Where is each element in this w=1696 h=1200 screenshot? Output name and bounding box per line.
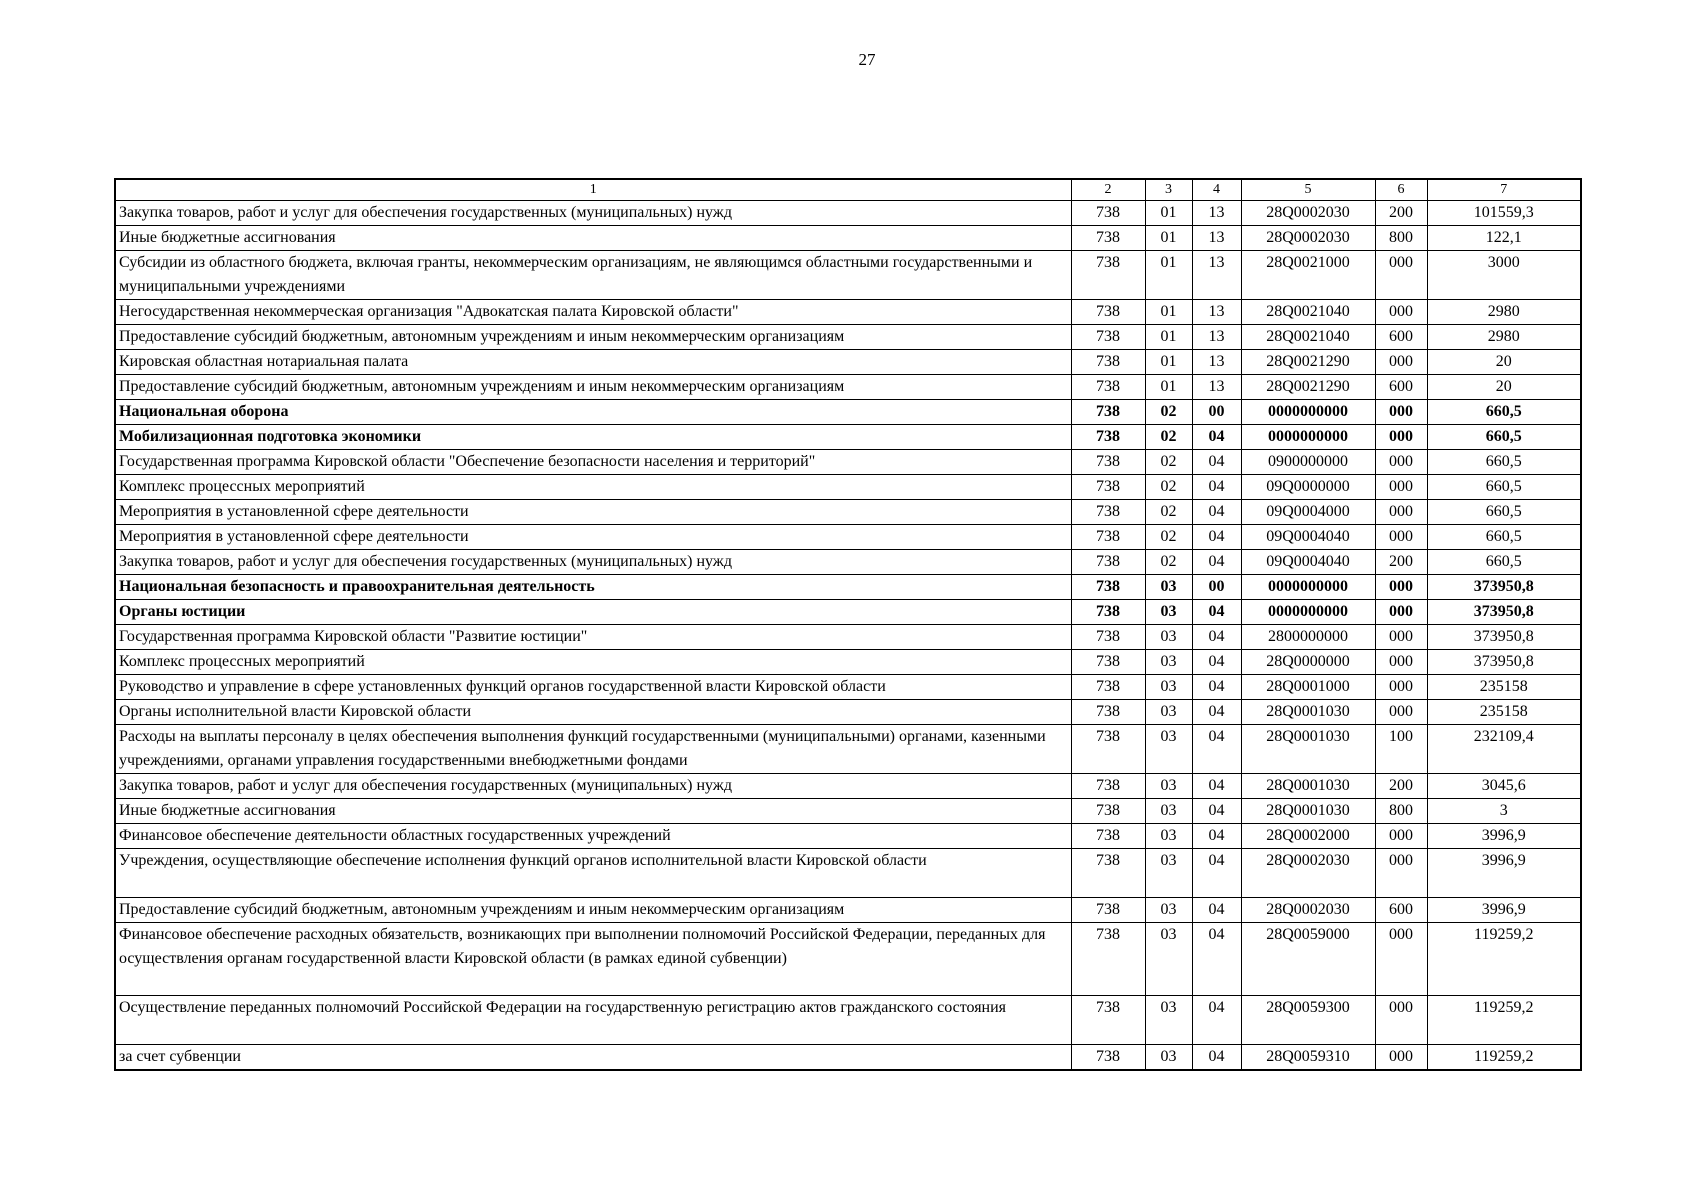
row-target-article-cell: 28Q0001030 [1241, 725, 1375, 774]
row-section-cell: 02 [1145, 400, 1192, 425]
row-expense-type-cell: 800 [1375, 226, 1427, 251]
table-row [115, 251, 1581, 300]
row-target-article-cell: 28Q0059000 [1241, 923, 1375, 996]
row-name-cell: Иные бюджетные ассигнования [115, 226, 1071, 251]
row-name-cell: Руководство и управление в сфере установленных функций органов государственной власти Кировской области [115, 675, 1071, 700]
row-amount-cell: 660,5 [1427, 500, 1581, 525]
row-target-article-cell: 28Q0059300 [1241, 996, 1375, 1045]
row-name-cell: Учреждения, осуществляющие обеспечение исполнения функций органов исполнительной власти Кировской области [115, 849, 1071, 898]
row-amount-cell: 20 [1427, 350, 1581, 375]
table-row [115, 650, 1581, 675]
row-section-cell: 03 [1145, 625, 1192, 650]
row-subsection-cell: 13 [1192, 251, 1241, 300]
row-section-cell: 03 [1145, 1045, 1192, 1071]
table-row [115, 849, 1581, 898]
table-row [115, 350, 1581, 375]
row-target-article-cell: 0000000000 [1241, 600, 1375, 625]
row-target-article-cell: 28Q0001030 [1241, 700, 1375, 725]
column-header-3: 3 [1145, 179, 1192, 201]
row-subsection-cell: 04 [1192, 824, 1241, 849]
table-row [115, 550, 1581, 575]
row-code-cell: 738 [1071, 550, 1145, 575]
row-name-cell: Национальная оборона [115, 400, 1071, 425]
row-section-cell: 02 [1145, 450, 1192, 475]
row-expense-type-cell: 000 [1375, 625, 1427, 650]
row-subsection-cell: 04 [1192, 600, 1241, 625]
row-amount-cell: 660,5 [1427, 450, 1581, 475]
row-target-article-cell: 28Q0002030 [1241, 898, 1375, 923]
column-header-5: 5 [1241, 179, 1375, 201]
row-expense-type-cell: 000 [1375, 251, 1427, 300]
row-target-article-cell: 09Q0004040 [1241, 525, 1375, 550]
table-row [115, 799, 1581, 824]
row-amount-cell: 20 [1427, 375, 1581, 400]
row-name-cell: Закупка товаров, работ и услуг для обеспечения государственных (муниципальных) нужд [115, 550, 1071, 575]
table-row [115, 525, 1581, 550]
row-expense-type-cell: 000 [1375, 575, 1427, 600]
row-amount-cell: 101559,3 [1427, 201, 1581, 226]
row-section-cell: 03 [1145, 799, 1192, 824]
row-expense-type-cell: 000 [1375, 824, 1427, 849]
row-name-cell: Государственная программа Кировской области "Обеспечение безопасности населения и территорий" [115, 450, 1071, 475]
row-name-cell: Расходы на выплаты персоналу в целях обеспечения выполнения функций государственными (муниципальными) органами, казенными учреждениями, органами управления государственными внебюджетными фондами [115, 725, 1071, 774]
row-target-article-cell: 28Q0021000 [1241, 251, 1375, 300]
row-amount-cell: 373950,8 [1427, 650, 1581, 675]
row-target-article-cell: 28Q0021290 [1241, 350, 1375, 375]
row-amount-cell: 232109,4 [1427, 725, 1581, 774]
row-expense-type-cell: 600 [1375, 375, 1427, 400]
row-section-cell: 03 [1145, 849, 1192, 898]
row-code-cell: 738 [1071, 251, 1145, 300]
row-expense-type-cell: 000 [1375, 600, 1427, 625]
row-target-article-cell: 28Q0001030 [1241, 774, 1375, 799]
row-subsection-cell: 04 [1192, 1045, 1241, 1071]
row-section-cell: 03 [1145, 600, 1192, 625]
row-subsection-cell: 04 [1192, 849, 1241, 898]
row-subsection-cell: 04 [1192, 774, 1241, 799]
row-section-cell: 02 [1145, 525, 1192, 550]
row-subsection-cell: 04 [1192, 799, 1241, 824]
table-row [115, 725, 1581, 774]
row-amount-cell: 660,5 [1427, 525, 1581, 550]
row-name-cell: Органы исполнительной власти Кировской области [115, 700, 1071, 725]
table-row [115, 375, 1581, 400]
row-code-cell: 738 [1071, 725, 1145, 774]
row-name-cell: Комплекс процессных мероприятий [115, 475, 1071, 500]
row-code-cell: 738 [1071, 824, 1145, 849]
row-expense-type-cell: 000 [1375, 849, 1427, 898]
row-amount-cell: 660,5 [1427, 550, 1581, 575]
row-name-cell: Государственная программа Кировской области "Развитие юстиции" [115, 625, 1071, 650]
row-code-cell: 738 [1071, 849, 1145, 898]
row-code-cell: 738 [1071, 226, 1145, 251]
row-code-cell: 738 [1071, 450, 1145, 475]
row-expense-type-cell: 000 [1375, 700, 1427, 725]
row-code-cell: 738 [1071, 700, 1145, 725]
row-target-article-cell: 09Q0004040 [1241, 550, 1375, 575]
row-amount-cell: 660,5 [1427, 475, 1581, 500]
row-subsection-cell: 04 [1192, 525, 1241, 550]
row-expense-type-cell: 000 [1375, 923, 1427, 996]
row-name-cell: Субсидии из областного бюджета, включая гранты, некоммерческим организациям, не являющимся областными государственными и муниципальными учреждениями [115, 251, 1071, 300]
table-row [115, 898, 1581, 923]
row-code-cell: 738 [1071, 923, 1145, 996]
row-section-cell: 01 [1145, 226, 1192, 251]
row-expense-type-cell: 200 [1375, 201, 1427, 226]
row-subsection-cell: 04 [1192, 650, 1241, 675]
table-row [115, 425, 1581, 450]
row-section-cell: 02 [1145, 475, 1192, 500]
row-target-article-cell: 0000000000 [1241, 400, 1375, 425]
row-amount-cell: 3996,9 [1427, 898, 1581, 923]
table-row [115, 675, 1581, 700]
row-expense-type-cell: 800 [1375, 799, 1427, 824]
row-subsection-cell: 13 [1192, 201, 1241, 226]
row-target-article-cell: 28Q0002030 [1241, 201, 1375, 226]
table-row [115, 226, 1581, 251]
row-code-cell: 738 [1071, 898, 1145, 923]
row-subsection-cell: 00 [1192, 400, 1241, 425]
row-target-article-cell: 0000000000 [1241, 425, 1375, 450]
row-target-article-cell: 09Q0000000 [1241, 475, 1375, 500]
table-row [115, 400, 1581, 425]
row-target-article-cell: 0000000000 [1241, 575, 1375, 600]
row-amount-cell: 119259,2 [1427, 923, 1581, 996]
row-name-cell: Закупка товаров, работ и услуг для обеспечения государственных (муниципальных) нужд [115, 774, 1071, 799]
row-target-article-cell: 09Q0004000 [1241, 500, 1375, 525]
row-section-cell: 03 [1145, 898, 1192, 923]
table-row [115, 700, 1581, 725]
row-section-cell: 01 [1145, 251, 1192, 300]
row-target-article-cell: 2800000000 [1241, 625, 1375, 650]
row-amount-cell: 235158 [1427, 700, 1581, 725]
row-subsection-cell: 04 [1192, 475, 1241, 500]
row-name-cell: Иные бюджетные ассигнования [115, 799, 1071, 824]
row-code-cell: 738 [1071, 625, 1145, 650]
row-amount-cell: 3000 [1427, 251, 1581, 300]
column-header-2: 2 [1071, 179, 1145, 201]
table-row [115, 201, 1581, 226]
row-target-article-cell: 0900000000 [1241, 450, 1375, 475]
row-expense-type-cell: 000 [1375, 1045, 1427, 1071]
row-subsection-cell: 13 [1192, 300, 1241, 325]
column-header-7: 7 [1427, 179, 1581, 201]
row-amount-cell: 373950,8 [1427, 575, 1581, 600]
row-code-cell: 738 [1071, 575, 1145, 600]
row-expense-type-cell: 100 [1375, 725, 1427, 774]
table-row [115, 575, 1581, 600]
row-name-cell: Предоставление субсидий бюджетным, автономным учреждениям и иным некоммерческим организациям [115, 325, 1071, 350]
row-subsection-cell: 04 [1192, 550, 1241, 575]
row-expense-type-cell: 000 [1375, 650, 1427, 675]
table-row [115, 996, 1581, 1045]
row-expense-type-cell: 000 [1375, 425, 1427, 450]
row-subsection-cell: 04 [1192, 700, 1241, 725]
row-name-cell: Мероприятия в установленной сфере деятельности [115, 500, 1071, 525]
row-section-cell: 03 [1145, 923, 1192, 996]
row-section-cell: 03 [1145, 575, 1192, 600]
row-code-cell: 738 [1071, 300, 1145, 325]
table-row [115, 500, 1581, 525]
row-subsection-cell: 13 [1192, 325, 1241, 350]
row-expense-type-cell: 000 [1375, 400, 1427, 425]
row-subsection-cell: 04 [1192, 625, 1241, 650]
row-subsection-cell: 04 [1192, 425, 1241, 450]
table-row [115, 475, 1581, 500]
column-header-1: 1 [115, 179, 1071, 201]
row-expense-type-cell: 000 [1375, 350, 1427, 375]
table-row [115, 450, 1581, 475]
row-amount-cell: 373950,8 [1427, 625, 1581, 650]
row-amount-cell: 660,5 [1427, 425, 1581, 450]
row-amount-cell: 119259,2 [1427, 996, 1581, 1045]
row-code-cell: 738 [1071, 799, 1145, 824]
row-section-cell: 01 [1145, 300, 1192, 325]
row-code-cell: 738 [1071, 400, 1145, 425]
row-section-cell: 01 [1145, 350, 1192, 375]
row-subsection-cell: 04 [1192, 923, 1241, 996]
row-section-cell: 02 [1145, 500, 1192, 525]
row-section-cell: 03 [1145, 824, 1192, 849]
row-name-cell: Осуществление переданных полномочий Российской Федерации на государственную регистрацию актов гражданского состояния [115, 996, 1071, 1045]
row-subsection-cell: 13 [1192, 226, 1241, 251]
table-row [115, 625, 1581, 650]
row-code-cell: 738 [1071, 201, 1145, 226]
row-amount-cell: 2980 [1427, 300, 1581, 325]
row-subsection-cell: 04 [1192, 450, 1241, 475]
row-code-cell: 738 [1071, 675, 1145, 700]
row-code-cell: 738 [1071, 600, 1145, 625]
row-expense-type-cell: 000 [1375, 500, 1427, 525]
row-expense-type-cell: 200 [1375, 550, 1427, 575]
table-header-row [115, 179, 1581, 201]
row-expense-type-cell: 000 [1375, 996, 1427, 1045]
row-section-cell: 01 [1145, 325, 1192, 350]
row-name-cell: Финансовое обеспечение деятельности областных государственных учреждений [115, 824, 1071, 849]
row-subsection-cell: 04 [1192, 500, 1241, 525]
row-amount-cell: 2980 [1427, 325, 1581, 350]
row-name-cell: за счет субвенции [115, 1045, 1071, 1071]
page-number: 27 [858, 50, 876, 69]
row-name-cell: Предоставление субсидий бюджетным, автономным учреждениям и иным некоммерческим организациям [115, 375, 1071, 400]
row-name-cell: Комплекс процессных мероприятий [115, 650, 1071, 675]
row-expense-type-cell: 000 [1375, 450, 1427, 475]
row-expense-type-cell: 600 [1375, 898, 1427, 923]
row-amount-cell: 660,5 [1427, 400, 1581, 425]
row-amount-cell: 373950,8 [1427, 600, 1581, 625]
row-code-cell: 738 [1071, 1045, 1145, 1071]
table-row [115, 300, 1581, 325]
row-amount-cell: 235158 [1427, 675, 1581, 700]
row-name-cell: Негосударственная некоммерческая организация "Адвокатская палата Кировской области" [115, 300, 1071, 325]
row-name-cell: Мобилизационная подготовка экономики [115, 425, 1071, 450]
table-row [115, 325, 1581, 350]
row-target-article-cell: 28Q0000000 [1241, 650, 1375, 675]
row-subsection-cell: 04 [1192, 996, 1241, 1045]
table-row [115, 774, 1581, 799]
row-target-article-cell: 28Q0021040 [1241, 325, 1375, 350]
row-expense-type-cell: 200 [1375, 774, 1427, 799]
row-amount-cell: 3996,9 [1427, 849, 1581, 898]
row-expense-type-cell: 000 [1375, 475, 1427, 500]
row-section-cell: 01 [1145, 201, 1192, 226]
table-row [115, 923, 1581, 996]
table-row [115, 600, 1581, 625]
row-section-cell: 03 [1145, 650, 1192, 675]
row-subsection-cell: 13 [1192, 375, 1241, 400]
row-subsection-cell: 13 [1192, 350, 1241, 375]
column-header-4: 4 [1192, 179, 1241, 201]
row-target-article-cell: 28Q0002030 [1241, 849, 1375, 898]
row-code-cell: 738 [1071, 650, 1145, 675]
row-target-article-cell: 28Q0021290 [1241, 375, 1375, 400]
row-name-cell: Кировская областная нотариальная палата [115, 350, 1071, 375]
row-amount-cell: 122,1 [1427, 226, 1581, 251]
row-amount-cell: 119259,2 [1427, 1045, 1581, 1071]
row-amount-cell: 3996,9 [1427, 824, 1581, 849]
row-target-article-cell: 28Q0001000 [1241, 675, 1375, 700]
row-code-cell: 738 [1071, 475, 1145, 500]
row-subsection-cell: 00 [1192, 575, 1241, 600]
row-name-cell: Органы юстиции [115, 600, 1071, 625]
row-name-cell: Закупка товаров, работ и услуг для обеспечения государственных (муниципальных) нужд [115, 201, 1071, 226]
row-name-cell: Мероприятия в установленной сфере деятельности [115, 525, 1071, 550]
row-name-cell: Национальная безопасность и правоохранительная деятельность [115, 575, 1071, 600]
row-amount-cell: 3 [1427, 799, 1581, 824]
row-section-cell: 03 [1145, 996, 1192, 1045]
row-section-cell: 03 [1145, 725, 1192, 774]
row-subsection-cell: 04 [1192, 898, 1241, 923]
row-name-cell: Предоставление субсидий бюджетным, автономным учреждениям и иным некоммерческим организациям [115, 898, 1071, 923]
row-target-article-cell: 28Q0059310 [1241, 1045, 1375, 1071]
row-code-cell: 738 [1071, 996, 1145, 1045]
row-section-cell: 03 [1145, 700, 1192, 725]
row-code-cell: 738 [1071, 325, 1145, 350]
row-expense-type-cell: 000 [1375, 675, 1427, 700]
table-row [115, 824, 1581, 849]
row-section-cell: 02 [1145, 550, 1192, 575]
row-code-cell: 738 [1071, 425, 1145, 450]
column-header-6: 6 [1375, 179, 1427, 201]
row-code-cell: 738 [1071, 525, 1145, 550]
row-code-cell: 738 [1071, 774, 1145, 799]
row-expense-type-cell: 000 [1375, 525, 1427, 550]
row-code-cell: 738 [1071, 375, 1145, 400]
row-section-cell: 03 [1145, 774, 1192, 799]
row-section-cell: 02 [1145, 425, 1192, 450]
row-code-cell: 738 [1071, 350, 1145, 375]
row-target-article-cell: 28Q0002030 [1241, 226, 1375, 251]
table-row [115, 1045, 1581, 1071]
row-section-cell: 03 [1145, 675, 1192, 700]
row-section-cell: 01 [1145, 375, 1192, 400]
row-name-cell: Финансовое обеспечение расходных обязательств, возникающих при выполнении полномочий Российской Федерации, переданных для осуществления органам государственной власти Кировской области (в рамках единой субвенции) [115, 923, 1071, 996]
row-subsection-cell: 04 [1192, 725, 1241, 774]
row-subsection-cell: 04 [1192, 675, 1241, 700]
budget-table [114, 178, 1582, 1071]
row-expense-type-cell: 600 [1375, 325, 1427, 350]
row-target-article-cell: 28Q0002000 [1241, 824, 1375, 849]
row-amount-cell: 3045,6 [1427, 774, 1581, 799]
row-target-article-cell: 28Q0001030 [1241, 799, 1375, 824]
row-target-article-cell: 28Q0021040 [1241, 300, 1375, 325]
row-expense-type-cell: 000 [1375, 300, 1427, 325]
row-code-cell: 738 [1071, 500, 1145, 525]
